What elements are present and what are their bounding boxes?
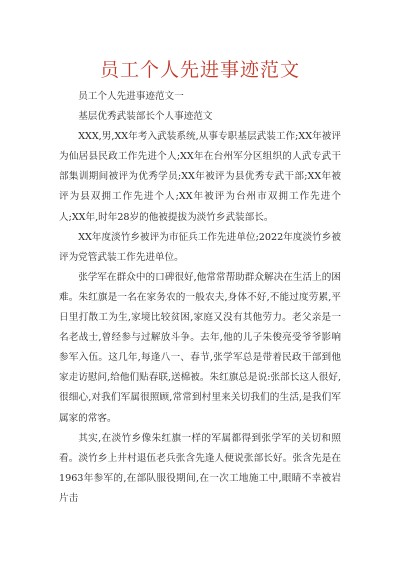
paragraph-heading: 基层优秀武装部长个人事迹范文: [78, 111, 213, 123]
document-body: [59, 87, 341, 509]
paragraph: 其实,在淡竹乡像朱红旗一样的军属都得到张学军的关切和照看。淡竹乡上井村退伍老兵张含先逢人便说张部长好。张含先是在1963年参军的,在部队服役期间,在一次工地施工中,眼睛不幸被岩片击: [59, 432, 341, 504]
document-title: 员工个人先进事迹范文: [99, 59, 300, 81]
paragraph: 张学军在群众中的口碑很好,他常常帮助群众解决在生活上的困难。朱红旗是一名在家务农的一般农夫,身体不好,不能过度劳累,平日里打散工为生,家境比较贫困,家庭又没有其他劳力。老父亲是一名老战士,曾经参与过解放斗争。去年,他的儿子朱俊亮受爷爷影响参军入伍。这几年,每逢八一、春节,张学军总是带着民政干部到他家走访慰问,给他们贴春联,送棉被。朱红旗总是说:张部长这人很好,很细心,对我们军属很照顾,常常到村里来关切我们的生活,是我们军属家的常客。: [59, 271, 341, 424]
paragraph-subtitle: 员工个人先进事迹范文一: [78, 91, 184, 102]
paragraph: XX年度淡竹乡被评为市征兵工作先进单位;2022年度淡竹乡被评为党管武装工作先进单位。: [59, 231, 341, 263]
paragraph: XXX,男,XX年考入武装系统,从事专职基层武装工作;XX年被评为仙居县民政工作先进个人;XX年在台州军分区组织的人武专武干部集训期间被评为优秀学员;XX年被评为县优秀专武干部;XX年被评为县双拥工作先进个人;XX年被评为台州市双拥工作先进个人;XX年,时年28岁的他被提拔为淡竹乡武装部长。: [59, 131, 341, 223]
